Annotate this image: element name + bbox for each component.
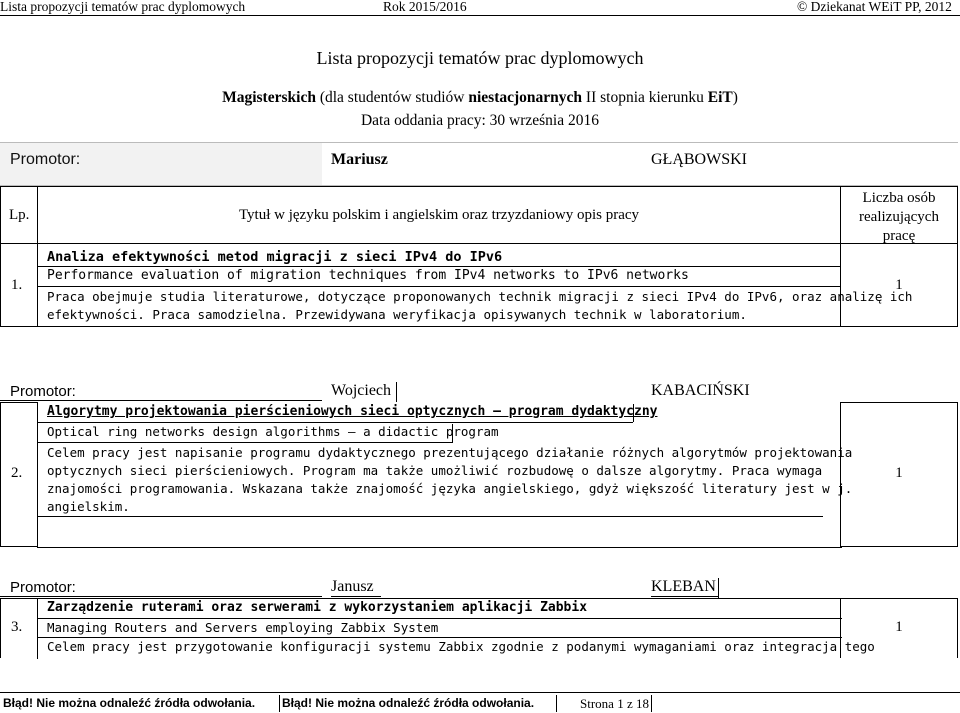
col-count-header: Liczba osób realizujących pracę [840, 186, 958, 244]
subtitle-mode: niestacjonarnych [468, 89, 583, 106]
subtitle-text-c: ) [732, 89, 738, 106]
topic-1-title-pl: Analiza efektywności metod migracji z sieci IPv4 do IPv6 [47, 249, 503, 265]
promoter-first-name: Janusz [331, 578, 374, 595]
topic-1-title-en: Performance evaluation of migration techniques from IPv4 networks to IPv6 networks [47, 268, 689, 283]
topic-3-title-en: Managing Routers and Servers employing Zabbix System [47, 620, 439, 635]
footer-error-1: Błąd! Nie można odnaleźć źródła odwołania. [3, 696, 256, 710]
promoter-first-name: Mariusz [331, 151, 388, 168]
page-header [0, 0, 960, 16]
topic-3-desc-1: Celem pracy jest przygotowanie konfiguracji systemu Zabbix zgodnie z podanymi wymaganiami oraz integracja tego [47, 639, 875, 654]
footer-error-2: Błąd! Nie można odnaleźć źródła odwołania. [282, 696, 535, 710]
topic-1-desc-2: efektywności. Praca samodzielna. Przewidywana weryfikacja opisywanych technik w laboratorium. [47, 307, 747, 322]
page-footer [0, 692, 960, 713]
promoter-label: Promotor: [10, 151, 81, 168]
promoter-label: Promotor: [10, 383, 76, 400]
col-lp-header: Lp. [0, 186, 38, 244]
topic-2-count: 1 [840, 402, 958, 547]
submission-date: Data oddania pracy: 30 września 2016 [360, 112, 599, 129]
topic-1-count: 1 [840, 243, 958, 327]
topic-2-desc-4: angielskim. [47, 499, 130, 514]
header-center: Rok 2015/2016 [383, 0, 467, 14]
subtitle-field: EiT [707, 89, 733, 106]
topic-2-lp: 2. [0, 402, 38, 547]
topic-2-desc-3: znajomości programowania. Wskazana także znajomość języka angielskiego, gdyż większość literatury jest w j. [47, 481, 853, 496]
page-subtitle [0, 89, 960, 107]
topic-1-body [37, 243, 913, 327]
promoter-last-name: GŁĄBOWSKI [651, 151, 747, 168]
topic-2-desc-2: optycznych sieci pierścieniowych. Program ma także umożliwić rozbudowę o dalsze algorytmy. Praca wymaga [47, 463, 823, 478]
topic-1-lp: 1. [0, 243, 38, 327]
promoter-label: Promotor: [10, 579, 76, 596]
topic-3-lp: 3. [0, 598, 38, 658]
topic-3-title-pl: Zarządzenie ruterami oraz serwerami z wykorzystaniem aplikacji Zabbix [47, 600, 588, 615]
topic-2-desc-1: Celem pracy jest napisanie programu dydaktycznego prezentującego działanie różnych algorytmów projektowania [47, 445, 853, 460]
topic-2-title-pl: Algorytmy projektowania pierścieniowych sieci optycznych – program dydaktyczny [47, 404, 658, 419]
header-right: © Dziekanat WEiT PP, 2012 [797, 0, 952, 14]
topic-1-desc-1: Praca obejmuje studia literaturowe, dotyczące proponowanych technik migracji z sieci IPv4 do IPv6, oraz analizę ich [47, 289, 913, 304]
subtitle-text-b: II stopnia kierunku [582, 89, 708, 106]
promoter-first-name: Wojciech [331, 382, 392, 399]
subtitle-text-a: (dla studentów studiów [315, 89, 469, 106]
promoter-row-1 [0, 142, 958, 186]
promoter-row-3 [0, 578, 958, 598]
topic-2-title-en: Optical ring networks design algorithms – a didactic program [47, 424, 499, 439]
promoter-last-name: KLEBAN [651, 578, 716, 595]
page-title: Lista propozycji tematów prac dyplomowych [316, 48, 644, 68]
topic-3-count: 1 [840, 598, 958, 658]
promoter-last-name: KABACIŃSKI [651, 382, 750, 399]
promoter-row-2 [0, 382, 958, 402]
page-number: Strona 1 z 18 [580, 696, 649, 711]
topic-3-body [37, 598, 875, 659]
subtitle-degree: Magisterskich [222, 89, 316, 106]
topic-2-body [37, 402, 853, 548]
col-title-header: Tytuł w języku polskim i angielskim oraz trzyzdaniowy opis pracy [37, 186, 841, 244]
header-left: Lista propozycji tematów prac dyplomowych [0, 0, 246, 14]
